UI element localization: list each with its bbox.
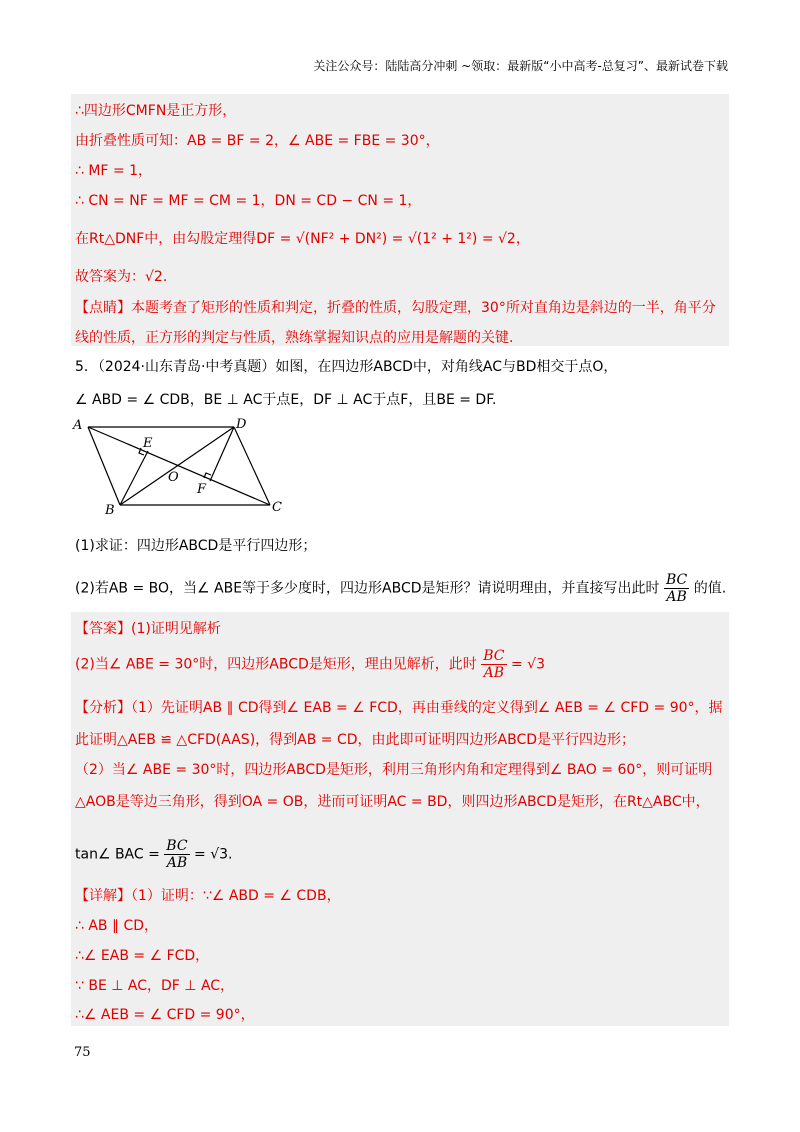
analysis-line-3: （2）当∠ ABE = 30°时，四边形ABCD是矩形，利用三角形内角和定理得到∠ BAO = 60°，则可证明 xyxy=(75,762,713,778)
page-header: 关注公众号：陆陆高分冲刺 ~领取：最新版“小中高考-总复习”、最新试卷下载 xyxy=(313,59,728,73)
label-c: C xyxy=(272,500,282,515)
fraction-numerator: BC xyxy=(666,572,688,588)
detail-line-4: ∵ BE ⊥ AC，DF ⊥ AC， xyxy=(75,978,235,994)
analysis-fraction-numerator: BC xyxy=(166,838,188,854)
detail-line-1 xyxy=(75,885,341,905)
answer-fraction-denominator: AB xyxy=(483,665,505,681)
solution-line-2: 由折叠性质可知：AB = BF = 2，∠ ABE = FBE = 30°， xyxy=(75,133,440,149)
fraction-denominator: AB xyxy=(666,589,687,605)
detail-line-3: ∴∠ EAB = ∠ FCD， xyxy=(75,948,210,964)
solution-line-4: ∴ CN = NF = MF = CM = 1，DN = CD − CN = 1， xyxy=(75,193,422,209)
analysis-text-1: （1）先证明AB ∥ CD得到∠ EAB = ∠ FCD，再由垂线的定义得到∠ AEB = ∠ CFD = 90°，据 xyxy=(131,700,723,716)
label-e: E xyxy=(143,436,153,451)
answer-line-2-tail: = √3 xyxy=(510,656,545,673)
label-f: F xyxy=(197,482,207,497)
side-dc xyxy=(234,427,270,505)
answer-fraction-numerator: BC xyxy=(483,648,505,664)
question-2 xyxy=(75,572,726,605)
solution-line-5: 在Rt△DNF中，由勾股定理得DF = √(NF² + DN²) = √(1² + 1²) = √2， xyxy=(75,231,530,247)
page-number: 75 xyxy=(74,1045,91,1060)
solution-line-3: ∴ MF = 1， xyxy=(75,163,153,179)
analysis-fraction-denominator: AB xyxy=(166,855,188,871)
problem-line-2: ∠ ABD = ∠ CDB，BE ⊥ AC于点E，DF ⊥ AC于点F，且BE = DF. xyxy=(75,392,497,408)
solution-line-6: 故答案为：√2. xyxy=(75,269,168,285)
problem-line-1: 5．（2024·山东青岛·中考真题）如图，在四边形ABCD中，对角线AC与BD相交于点O， xyxy=(75,359,618,375)
analysis-fraction xyxy=(164,838,189,871)
analysis-line-4: △AOB是等边三角形，得到OA = OB，进而可证明AC = BD，则四边形ABCD是矩形，在Rt△ABC中， xyxy=(75,794,710,810)
analysis-line-5 xyxy=(75,838,232,871)
analysis-label: 【分析】 xyxy=(75,700,131,716)
question-1: (1)求证：四边形ABCD是平行四边形； xyxy=(75,538,317,554)
analysis-text-5: tan∠ BAC = xyxy=(75,846,160,863)
segment-be xyxy=(120,451,148,505)
answer-line-2 xyxy=(75,648,545,681)
answer-fraction xyxy=(481,648,506,681)
answer-line-2-text: (2)当∠ ABE = 30°时，四边形ABCD是矩形，理由见解析，此时 xyxy=(75,656,477,673)
solution-comment-line-2: 线的性质，正方形的判定与性质，熟练掌握知识点的应用是解题的关键. xyxy=(75,330,514,346)
analysis-line-1 xyxy=(75,697,723,717)
answer-line-1: 【答案】(1)证明见解析 xyxy=(75,621,221,637)
analysis-line-2: 此证明△AEB ≌ △CFD(AAS)，得到AB = CD，由此即可证明四边形ABCD是平行四边形； xyxy=(75,732,636,748)
analysis-tail-5: = √3. xyxy=(194,846,233,863)
detail-line-2: ∴ AB ∥ CD， xyxy=(75,918,158,934)
fraction-bc-ab xyxy=(664,572,689,605)
label-d: D xyxy=(236,417,247,432)
solution-comment-line-1: 【点睛】本题考查了矩形的性质和判定，折叠的性质，勾股定理，30°所对直角边是斜边的一半，角平分 xyxy=(75,300,716,316)
question-2-text: (2)若AB = BO，当∠ ABE等于多少度时，四边形ABCD是矩形？请说明理由，并直接写出此时 xyxy=(75,580,660,597)
label-a: A xyxy=(73,418,83,433)
detail-text-1: （1）证明：∵∠ ABD = ∠ CDB， xyxy=(131,888,341,904)
solution-line-1: ∴四边形CMFN是正方形， xyxy=(75,103,237,119)
detail-label: 【详解】 xyxy=(75,888,131,904)
label-b: B xyxy=(105,503,115,518)
geometry-figure xyxy=(70,415,290,520)
detail-line-5: ∴∠ AEB = ∠ CFD = 90°， xyxy=(75,1007,255,1023)
question-2-tail: 的值. xyxy=(693,580,727,597)
label-o: O xyxy=(168,470,179,485)
